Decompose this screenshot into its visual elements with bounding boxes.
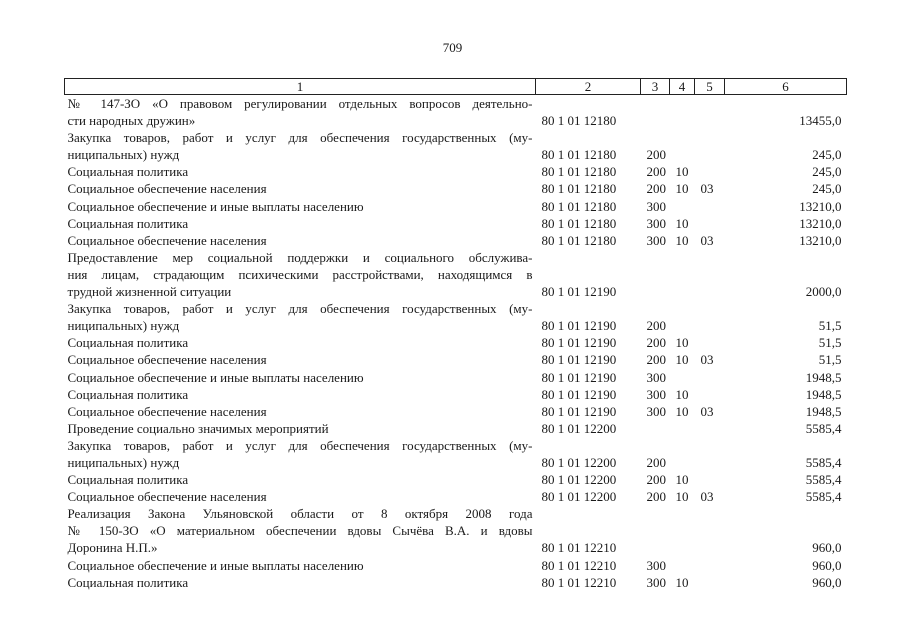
row-section xyxy=(670,369,695,386)
table-row xyxy=(65,471,847,488)
row-description-line: ния лицам, страдающим психическими расстройствами, находящимся в xyxy=(67,266,533,282)
row-subsection: 03 xyxy=(700,232,714,248)
row-code: 80 1 01 12210 xyxy=(541,557,617,573)
row-code: 80 1 01 12190 xyxy=(541,318,617,334)
row-description-line: сти народных дружин» xyxy=(67,113,196,129)
row-amount: 245,0 xyxy=(812,181,842,197)
row-subsection: 03 xyxy=(700,403,714,419)
row-description xyxy=(65,471,536,488)
row-subsection: 03 xyxy=(700,489,714,505)
row-section: 10 xyxy=(675,403,689,419)
table-row xyxy=(65,574,847,591)
row-description xyxy=(65,420,536,437)
table-row xyxy=(65,180,847,197)
row-section: 10 xyxy=(675,181,689,197)
header-row xyxy=(65,79,847,95)
row-expense-type: 200 xyxy=(646,181,666,197)
row-expense-type: 200 xyxy=(646,352,666,368)
row-expense-type: 300 xyxy=(646,215,666,231)
row-subsection xyxy=(695,95,725,130)
table-row xyxy=(65,215,847,232)
row-expense-type: 200 xyxy=(646,318,666,334)
row-code: 80 1 01 12190 xyxy=(541,386,617,402)
row-code: 80 1 01 12200 xyxy=(541,489,617,505)
row-description-line: Закупка товаров, работ и услуг для обеспечения государственных (му- xyxy=(67,301,533,317)
row-amount: 13210,0 xyxy=(799,215,842,231)
row-description xyxy=(65,437,536,471)
row-expense-type: 300 xyxy=(646,386,666,402)
row-description xyxy=(65,249,536,300)
row-section xyxy=(670,557,695,574)
row-description-line: Социальное обеспечение населения xyxy=(67,352,267,368)
column-header-4: 4 xyxy=(670,79,695,95)
row-description xyxy=(65,488,536,505)
row-code: 80 1 01 12190 xyxy=(541,335,617,351)
row-description-line: трудной жизненной ситуации xyxy=(67,284,232,300)
row-description xyxy=(65,574,536,591)
row-description xyxy=(65,403,536,420)
row-description-line: Социальная политика xyxy=(67,335,189,351)
row-description-line: Социальная политика xyxy=(67,164,189,180)
table-row xyxy=(65,386,847,403)
row-description-line: Социальное обеспечение и иные выплаты населению xyxy=(67,369,364,385)
row-subsection: 03 xyxy=(700,352,714,368)
row-subsection xyxy=(695,557,725,574)
row-section xyxy=(670,95,695,130)
row-expense-type: 300 xyxy=(646,403,666,419)
row-section xyxy=(670,300,695,334)
row-description-line: Социальное обеспечение и иные выплаты населению xyxy=(67,557,364,573)
row-code: 80 1 01 12200 xyxy=(541,420,617,436)
table-row xyxy=(65,300,847,334)
row-amount: 51,5 xyxy=(818,352,842,368)
row-code: 80 1 01 12180 xyxy=(541,113,617,129)
row-description-line: Социальная политика xyxy=(67,472,189,488)
row-description xyxy=(65,505,536,556)
row-description-line: Предоставление мер социальной поддержки и социального обслужива- xyxy=(67,249,533,265)
row-expense-type: 300 xyxy=(646,198,666,214)
row-expense-type: 200 xyxy=(646,164,666,180)
row-expense-type: 200 xyxy=(646,147,666,163)
row-code: 80 1 01 12190 xyxy=(541,284,617,300)
row-amount: 1948,5 xyxy=(805,369,842,385)
row-section: 10 xyxy=(675,215,689,231)
row-subsection xyxy=(695,163,725,180)
table-body xyxy=(65,95,847,591)
row-section: 10 xyxy=(675,574,689,590)
row-description-line: ниципальных) нужд xyxy=(67,147,180,163)
row-description xyxy=(65,300,536,334)
row-description xyxy=(65,163,536,180)
row-code: 80 1 01 12190 xyxy=(541,352,617,368)
row-section xyxy=(670,437,695,471)
row-description xyxy=(65,386,536,403)
table-row xyxy=(65,488,847,505)
row-subsection xyxy=(695,369,725,386)
table-row xyxy=(65,129,847,163)
row-code: 80 1 01 12200 xyxy=(541,472,617,488)
row-description-line: Социальная политика xyxy=(67,574,189,590)
table-row xyxy=(65,437,847,471)
row-section xyxy=(670,505,695,556)
row-code: 80 1 01 12180 xyxy=(541,164,617,180)
row-amount: 13210,0 xyxy=(799,232,842,248)
row-section xyxy=(670,198,695,215)
row-code: 80 1 01 12210 xyxy=(541,574,617,590)
row-description-line: Социальное обеспечение населения xyxy=(67,489,267,505)
row-expense-type: 300 xyxy=(646,369,666,385)
row-amount: 5585,4 xyxy=(805,454,842,470)
table-row xyxy=(65,249,847,300)
row-description-line: Проведение социально значимых мероприятий xyxy=(67,420,329,436)
row-subsection xyxy=(695,129,725,163)
table-row xyxy=(65,420,847,437)
row-section: 10 xyxy=(675,386,689,402)
row-description xyxy=(65,129,536,163)
row-expense-type: 200 xyxy=(646,335,666,351)
row-code: 80 1 01 12200 xyxy=(541,454,617,470)
row-amount: 51,5 xyxy=(818,335,842,351)
row-subsection xyxy=(695,420,725,437)
row-description xyxy=(65,215,536,232)
page-number: 709 xyxy=(442,40,463,55)
row-description xyxy=(65,557,536,574)
row-amount: 1948,5 xyxy=(805,403,842,419)
row-description-line: № 150-ЗО «О материальном обеспечении вдовы Сычёва В.А. и вдовы xyxy=(67,523,533,539)
table-row xyxy=(65,334,847,351)
row-description-line: ниципальных) нужд xyxy=(67,318,180,334)
row-description-line: ниципальных) нужд xyxy=(67,454,180,470)
row-expense-type: 200 xyxy=(646,472,666,488)
row-amount: 960,0 xyxy=(812,557,842,573)
row-section xyxy=(670,129,695,163)
row-code: 80 1 01 12190 xyxy=(541,403,617,419)
row-expense-type: 300 xyxy=(646,574,666,590)
row-amount: 13210,0 xyxy=(799,198,842,214)
row-description xyxy=(65,198,536,215)
row-amount: 960,0 xyxy=(812,574,842,590)
row-section: 10 xyxy=(675,232,689,248)
row-expense-type: 300 xyxy=(646,557,666,573)
row-amount: 51,5 xyxy=(818,318,842,334)
row-section: 10 xyxy=(675,164,689,180)
row-description xyxy=(65,180,536,197)
row-section: 10 xyxy=(675,489,689,505)
column-header-1: 1 xyxy=(65,79,536,95)
table-row xyxy=(65,351,847,368)
row-subsection xyxy=(695,300,725,334)
table-row xyxy=(65,403,847,420)
row-description-line: Закупка товаров, работ и услуг для обеспечения государственных (му- xyxy=(67,437,533,453)
table-row xyxy=(65,198,847,215)
row-subsection xyxy=(695,334,725,351)
row-code: 80 1 01 12180 xyxy=(541,232,617,248)
table-row xyxy=(65,557,847,574)
row-description-line: Социальное обеспечение и иные выплаты населению xyxy=(67,198,364,214)
row-amount: 2000,0 xyxy=(805,284,842,300)
row-subsection xyxy=(695,386,725,403)
row-expense-type: 300 xyxy=(646,232,666,248)
row-description-line: Социальное обеспечение населения xyxy=(67,181,267,197)
table-row xyxy=(65,369,847,386)
row-section: 10 xyxy=(675,472,689,488)
row-description-line: Социальное обеспечение населения xyxy=(67,403,267,419)
row-subsection xyxy=(695,437,725,471)
row-amount: 5585,4 xyxy=(805,420,842,436)
row-description-line: Социальная политика xyxy=(67,386,189,402)
row-subsection xyxy=(695,249,725,300)
row-code: 80 1 01 12180 xyxy=(541,147,617,163)
row-subsection xyxy=(695,574,725,591)
row-description-line: Социальная политика xyxy=(67,215,189,231)
row-amount: 1948,5 xyxy=(805,386,842,402)
row-expense-type xyxy=(641,249,670,300)
table-header xyxy=(65,79,847,95)
row-subsection xyxy=(695,198,725,215)
row-amount: 960,0 xyxy=(812,540,842,556)
row-amount: 5585,4 xyxy=(805,489,842,505)
budget-table xyxy=(64,78,847,591)
table-row xyxy=(65,163,847,180)
row-description-line: Доронина Н.П.» xyxy=(67,540,158,556)
row-code: 80 1 01 12180 xyxy=(541,215,617,231)
row-description xyxy=(65,351,536,368)
row-amount: 5585,4 xyxy=(805,472,842,488)
row-description-line: Реализация Закона Ульяновской области от 8 октября 2008 года xyxy=(67,506,533,522)
row-description-line: № 147-ЗО «О правовом регулировании отдельных вопросов деятельно- xyxy=(67,96,533,111)
row-description xyxy=(65,369,536,386)
row-section xyxy=(670,420,695,437)
row-subsection xyxy=(695,505,725,556)
column-header-5: 5 xyxy=(695,79,725,95)
table-row xyxy=(65,95,847,130)
row-section xyxy=(670,249,695,300)
row-section: 10 xyxy=(675,352,689,368)
table-row xyxy=(65,232,847,249)
row-description xyxy=(65,232,536,249)
row-code: 80 1 01 12190 xyxy=(541,369,617,385)
row-expense-type xyxy=(641,95,670,130)
row-expense-type: 200 xyxy=(646,454,666,470)
row-subsection xyxy=(695,471,725,488)
row-expense-type xyxy=(641,505,670,556)
column-header-6: 6 xyxy=(725,79,847,95)
row-code: 80 1 01 12180 xyxy=(541,198,617,214)
row-description xyxy=(65,95,536,130)
row-code: 80 1 01 12180 xyxy=(541,181,617,197)
row-section: 10 xyxy=(675,335,689,351)
row-description-line: Социальное обеспечение населения xyxy=(67,232,267,248)
table-row xyxy=(65,505,847,556)
row-description xyxy=(65,334,536,351)
column-header-3: 3 xyxy=(641,79,670,95)
row-amount: 245,0 xyxy=(812,147,842,163)
row-code: 80 1 01 12210 xyxy=(541,540,617,556)
column-header-2: 2 xyxy=(536,79,641,95)
row-amount: 245,0 xyxy=(812,164,842,180)
row-description-line: Закупка товаров, работ и услуг для обеспечения государственных (му- xyxy=(67,130,533,146)
row-subsection xyxy=(695,215,725,232)
row-subsection: 03 xyxy=(700,181,714,197)
row-amount: 13455,0 xyxy=(799,113,842,129)
row-expense-type: 200 xyxy=(646,489,666,505)
row-expense-type xyxy=(641,420,670,437)
